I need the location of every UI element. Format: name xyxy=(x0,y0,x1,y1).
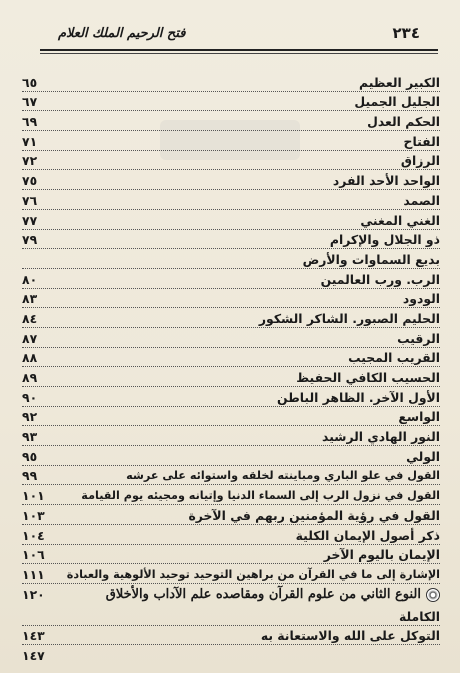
toc-entry-title: الواحد الأحد الفرد xyxy=(332,173,440,189)
toc-row xyxy=(22,426,440,446)
toc-row xyxy=(22,249,440,269)
toc-entry-page: ٧٢ xyxy=(22,153,38,169)
table-of-contents xyxy=(22,72,440,664)
toc-entry-page: ٩٩ xyxy=(22,468,38,484)
toc-entry-title: الحسيب الكافي الحفيظ xyxy=(296,370,440,385)
toc-row xyxy=(22,190,440,210)
toc-row xyxy=(22,606,440,626)
toc-entry-title: القول في رؤية المؤمنين ربهم في الآخرة xyxy=(188,507,440,523)
toc-entry-title: الإشارة إلى ما في القرآن من براهين التوحيد توحيد الألوهية والعبادة xyxy=(66,567,440,581)
toc-entry-title: القريب المجيب xyxy=(348,350,440,366)
toc-entry-title: الفتاح xyxy=(403,133,440,149)
toc-entry-title: القول في علو الباري ومباينته لخلقه واستوائه على عرشه xyxy=(126,469,440,483)
toc-entry-page: ٧٦ xyxy=(22,192,38,208)
toc-entry-page: ٩٣ xyxy=(22,429,38,445)
toc-row xyxy=(22,367,440,387)
toc-entry-page: ٩٢ xyxy=(22,409,38,425)
toc-entry-title: ذكر أصول الإيمان الكلية xyxy=(295,527,440,543)
section-title: النوع الثاني من علوم القرآن ومقاصده علم الآداب والأخلاق xyxy=(105,587,421,603)
toc-entry-title: ذو الجلال والإكرام xyxy=(329,232,440,248)
toc-entry-page: ٧١ xyxy=(22,133,38,149)
toc-entry-title: الودود xyxy=(402,291,440,307)
toc-entry-title: الكاملة xyxy=(398,608,440,624)
section-page: ١٢٠ xyxy=(22,587,45,603)
toc-entry-page: ٨٤ xyxy=(22,310,38,326)
toc-entry-page: ٦٩ xyxy=(22,114,38,130)
toc-entry-title: الواسع xyxy=(398,409,440,425)
toc-entry-page: ١٠٦ xyxy=(22,547,45,563)
toc-entry-page: ٧٥ xyxy=(22,173,38,189)
toc-entry-page: ٨٣ xyxy=(22,291,38,307)
toc-entry-title: الكبير العظيم xyxy=(359,74,440,90)
toc-entry-page: ٩٥ xyxy=(22,448,38,464)
toc-entry-title: الإيمان باليوم الآخر xyxy=(323,547,440,563)
toc-row xyxy=(22,407,440,427)
toc-row xyxy=(22,92,440,112)
toc-row xyxy=(22,72,440,92)
toc-row xyxy=(22,564,440,584)
page-number: ٢٣٤ xyxy=(392,24,420,42)
toc-entry-title: بديع السماوات والأرض xyxy=(302,251,440,267)
toc-entry-page: ١١١ xyxy=(22,566,45,582)
toc-entry-page: ٨٨ xyxy=(22,350,38,366)
toc-entry-title: الرب. ورب العالمين xyxy=(320,271,440,287)
toc-row xyxy=(22,230,440,250)
toc-row xyxy=(22,466,440,486)
toc-entry-title: النور الهادي الرشيد xyxy=(322,429,440,445)
toc-entry-title: القول في نزول الرب إلى السماء الدنيا وإتيانه ومجيئه يوم القيامة xyxy=(81,489,440,503)
toc-entry-page: ٩٠ xyxy=(22,389,38,405)
toc-row xyxy=(22,545,440,565)
toc-entry-title: الأول الآخر. الظاهر الباطن xyxy=(276,389,440,405)
toc-row xyxy=(22,446,440,466)
toc-entry-title: التوكل على الله والاستعانة به xyxy=(260,628,440,644)
toc-entry-title: الصمد xyxy=(403,192,440,208)
toc-entry-page: ١٤٧ xyxy=(22,647,45,663)
toc-entry-title: الحليم الصبور. الشاكر الشكور xyxy=(258,310,440,326)
toc-entry-title: الغني المغني xyxy=(360,212,440,228)
toc-row xyxy=(22,131,440,151)
toc-row xyxy=(22,289,440,309)
page-header xyxy=(22,18,446,58)
toc-entry-title: الجليل الجميل xyxy=(354,94,440,110)
toc-entry-title: الرقيب xyxy=(397,330,440,346)
toc-row xyxy=(22,151,440,171)
header-rule xyxy=(40,49,438,51)
toc-row xyxy=(22,308,440,328)
toc-row xyxy=(22,505,440,525)
toc-entry-page: ١٠١ xyxy=(22,488,45,504)
toc-row xyxy=(22,348,440,368)
toc-entry-page: ٨٩ xyxy=(22,370,38,385)
toc-entry-page: ٧٧ xyxy=(22,212,38,228)
toc-row xyxy=(22,525,440,545)
flower-bullet-icon xyxy=(426,588,440,602)
toc-entry-page: ٨٠ xyxy=(22,271,38,287)
toc-row xyxy=(22,626,440,646)
toc-row xyxy=(22,328,440,348)
header-rule-thin xyxy=(40,53,438,54)
toc-entry-page: ١٠٣ xyxy=(22,507,45,523)
toc-entry-page: ١٠٤ xyxy=(22,527,45,543)
toc-row xyxy=(22,170,440,190)
toc-entry-page: ٨٧ xyxy=(22,330,38,346)
toc-entry-page: ١٤٣ xyxy=(22,628,45,644)
toc-row xyxy=(22,387,440,407)
toc-entry-title: الرزاق xyxy=(400,153,440,169)
toc-entry-page: ٧٩ xyxy=(22,232,38,248)
toc-row xyxy=(22,645,440,664)
toc-entry-title: الولي xyxy=(406,448,440,464)
toc-row xyxy=(22,111,440,131)
toc-row xyxy=(22,485,440,505)
section-heading xyxy=(22,584,440,606)
book-title: فتح الرحيم الملك العلام xyxy=(58,26,186,41)
toc-entry-page: ٦٥ xyxy=(22,74,38,90)
toc-row xyxy=(22,269,440,289)
toc-entry-title: الحكم العدل xyxy=(367,114,440,130)
toc-row xyxy=(22,210,440,230)
toc-entry-page: ٦٧ xyxy=(22,94,38,110)
